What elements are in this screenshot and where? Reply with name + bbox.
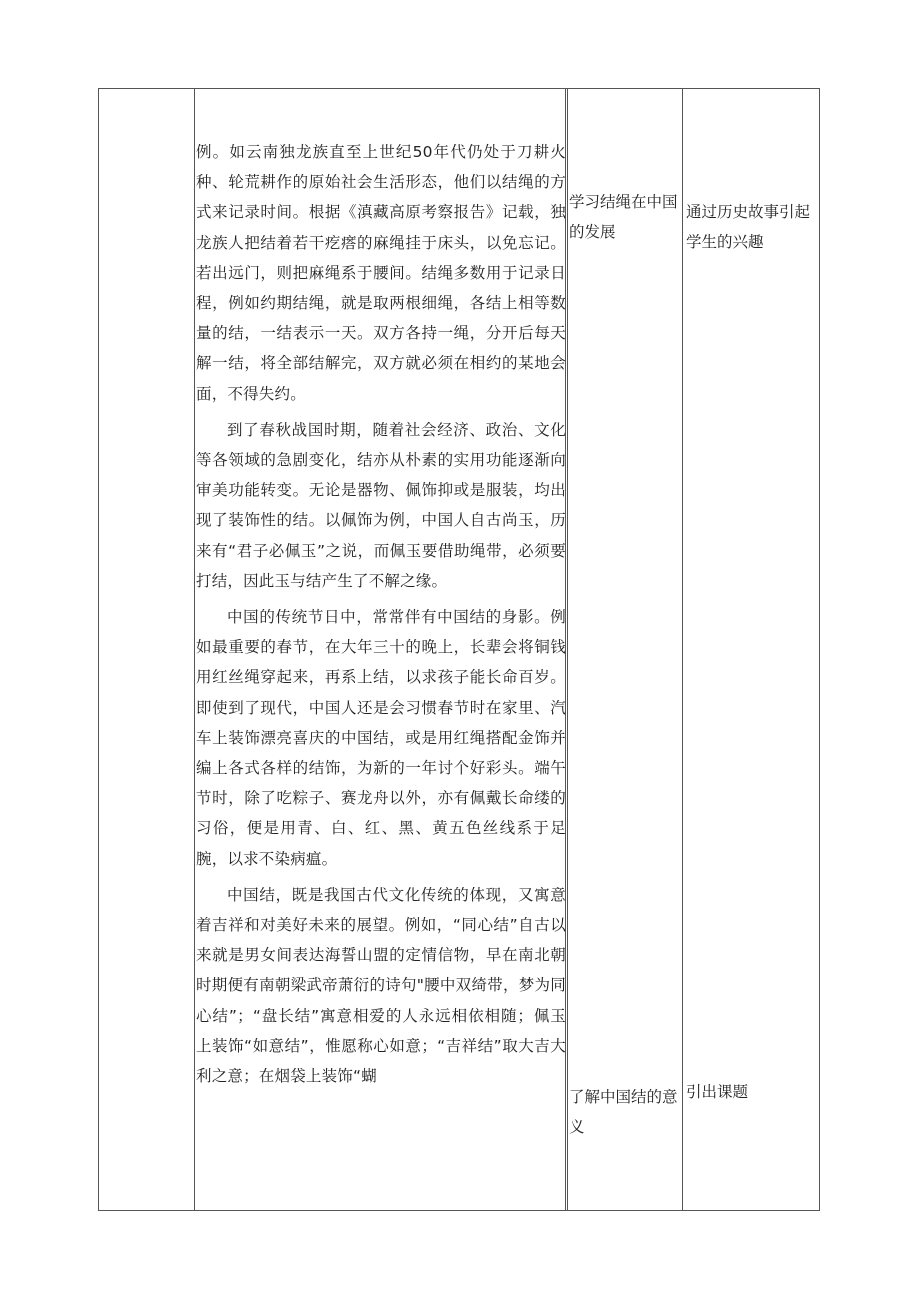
column-divider bbox=[194, 89, 195, 1210]
lesson-table bbox=[98, 88, 820, 1211]
paragraph: 中国的传统节日中，常常伴有中国结的身影。例如最重要的春节，在大年三十的晚上，长辈会将铜钱用红丝绳穿起来，再系上结，以求孩子能长命百岁。即使到了现代，中国人还是会习惯春节时在家里、汽车上装饰漂亮喜庆的中国结，或是用红绳搭配金饰并编上各式各样的结饰，为新的一年讨个好彩头。端午节时，除了吃粽子、赛龙舟以外，亦有佩戴长命缕的习俗，便是用青、白、红、黑、黄五色丝线系于足腕，以求不染病瘟。 bbox=[196, 608, 566, 868]
paragraph: 到了春秋战国时期，随着社会经济、政治、文化等各领域的急剧变化，结亦从朴素的实用功能逐渐向审美功能转变。无论是器物、佩饰抑或是服装，均出现了装饰性的结。以佩饰为例，中国人自古尚玉，历来有“君子必佩玉”之说，而佩玉要借助绳带，必须要打结，因此玉与结产生了不解之缘。 bbox=[196, 420, 566, 590]
content-cell bbox=[196, 137, 566, 1091]
paragraph: 中国结，既是我国古代文化传统的体现，又寓意着吉祥和对美好未来的展望。例如，“同心结”自古以来就是男女间表达海誓山盟的定情信物，早在南北朝时期便有南朝梁武帝萧衍的诗句"腰中双绮带，梦为同心结”；“盘长结”寓意相爱的人永远相依相随；佩玉上装饰“如意结”，惟愿称心如意；“吉祥结”取大吉大利之意；在烟袋上装饰“蝴 bbox=[196, 885, 566, 1086]
goal-text: 了解中国结的意义 bbox=[569, 1088, 678, 1136]
column-divider bbox=[682, 89, 683, 1210]
goal-text: 学习结绳在中国的发展 bbox=[569, 193, 678, 241]
paragraph: 例。如云南独龙族直至上世纪50年代仍处于刀耕火种、轮荒耕作的原始社会生活形态，他们以结绳的方式来记录时间。根据《滇藏高原考察报告》记载，独龙族人把结着若干疙瘩的麻绳挂于床头，以免忘记。若出远门，则把麻绳系于腰间。结绳多数用于记录日程，例如约期结绳，就是取两根细绳，各结上相等数量的结，一结表示一天。双方各持一绳，分开后每天解一结，将全部结解完，双方就必须在相约的某地会面，不得失约。 bbox=[196, 143, 566, 403]
intent-text: 通过历史故事引起学生的兴趣 bbox=[686, 203, 811, 251]
intent-text: 引出课题 bbox=[686, 1083, 749, 1101]
